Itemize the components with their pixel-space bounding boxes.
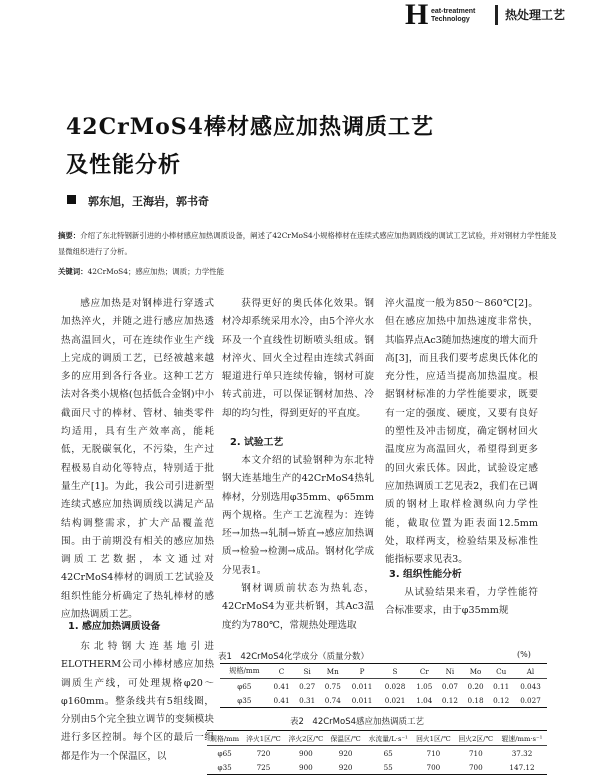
table1-cell: 1.05 [416,681,433,691]
section-heading-3: 3. 组织性能分析 [389,569,462,580]
journal-logo-letter: H [405,0,429,31]
article-title-line1: 42CrMoS4棒材感应加热调质工艺 [66,114,434,140]
table1-cell: 0.12 [493,695,510,705]
table1-cell: φ65 [237,681,252,691]
table1-cell: 0.043 [520,681,541,691]
table2-cell: 55 [383,762,393,772]
keywords-text: 42CrMoS4；感应加热；调质；力学性能 [87,267,225,276]
table1-cell: 0.18 [467,695,484,705]
table1-header-cell: Al [514,664,547,679]
table1-header-cell: Ni [437,664,463,679]
article-title-line2: 及性能分析 [66,152,182,178]
table2-cell: 710 [426,748,441,758]
abstract-text: 介绍了东北特钢新引进的小棒材感应加热调质设备，阐述了42CrMoS4小规格棒材在连续式感应加热调质线的调试工艺试验，并对钢材力学性能及显微组织进行了分析。 [58,231,557,256]
journal-logo-sub2: Technology [431,16,470,23]
paragraph-cooling: 获得更好的奥氏体化效果。钢材冷却系统采用水冷，由5个淬火水环及一个直线性切断喷头组成。钢材淬火、回火全过程由连续式斜面辊道进行单只连续传输，钢材可旋转式前进，可以保证钢材加热、冷却的均匀性，得到更好的平直度。 [222,298,374,419]
table1-header-cell: C [269,664,295,679]
body-column-3 [385,295,538,569]
table1-cell: 0.41 [273,681,290,691]
table2-cell: 700 [468,762,483,772]
table2-cell: 720 [256,748,271,758]
keywords-label: 关键词： [58,267,88,276]
abstract [58,228,558,260]
keywords [58,266,558,277]
table2-cell: 700 [426,762,441,772]
paragraph-test-steel: 本文介绍的试验钢种为东北特钢大连基地生产的42CrMoS4热轧棒材，分别选用φ35mm、φ65mm两个规格。生产工艺流程为：连铸坯→加热→轧制→矫直→感应加热调质→检验→检测→成品。钢材化学成分见表1。 [222,455,374,576]
table1-header-cell: 规格/mm [220,664,269,679]
table2-row [207,746,547,761]
table2-header-cell: 回火2区/℃ [455,731,497,746]
table1-cell: 0.75 [324,681,341,691]
table2-cell: 710 [468,748,483,758]
table1-cell: 0.011 [351,695,373,705]
header-divider [495,5,498,25]
paragraph-intro: 感应加热是对钢棒进行穿透式加热淬火，并随之进行感应加热透热高温回火，可在连续作业生产线上完成的调质工艺，已经被越来越多的应用到各行各业。这种工艺方法对各类小规格(包括低合金钢)中小截面尺寸的棒材、管材、轴类零件均适用，具有生产效率高，能耗低，无脱碳氧化，不污染，生产过程极易自动化等特点，特别适于批量生产[1]。为此，我公司引进新型连续式感应加热调质线以满足产品结构调整需求，扩大产品覆盖范围。由于前期没有相关的感应加热调质工艺数据，本文通过对42CrMoS4棒材的调质工艺试验及组织性能分析确定了热轧棒材的感应加热调质工艺。 [61,298,214,621]
table1-header-cell: P [346,664,379,679]
body-column-2 [222,295,374,423]
table1-cell: 0.011 [351,681,373,691]
section-heading-1: 1. 感应加热调质设备 [68,621,161,632]
paragraph-equipment: 东北特钢大连基地引进ELOTHERM公司小棒材感应加热调质生产线，可处理规格φ20～φ160mm。整条线共有5组线圈，分别由5个完全独立调节的变频模块进行多区控制。每个区的最后一组都是作为一个保温区，以 [61,641,214,762]
table1-row [220,693,547,708]
table1-cell: 0.31 [299,695,316,705]
table1-cell: 0.41 [273,695,290,705]
table2-cell: 147.12 [509,762,535,772]
table2-header-cell: 水流量/L·s⁻¹ [364,731,412,746]
section-heading-2: 2. 试验工艺 [230,437,284,448]
body-column-1b [61,638,214,766]
table1-cell: 1.04 [416,695,433,705]
table2-header-cell: 辊速/mm·s⁻¹ [497,731,547,746]
table2-cell: φ35 [217,762,232,772]
table1-header-cell: Cu [488,664,514,679]
table1-caption: 表1 42CrMoS4化学成分（质量分数） [218,652,369,662]
authors-marker [67,195,76,204]
table2-cell: 37.32 [511,748,533,758]
table2-process-parameters [207,730,547,775]
table1-cell: 0.028 [384,681,406,691]
paragraph-results: 从试验结果来看，力学性能符合标准要求，由于φ35mm规 [385,587,538,617]
paragraph-state: 钢材调质前状态为热轧态，42CrMoS4为亚共析钢，其Ac3温度约为780℃，常规热处理选取 [222,583,374,631]
table1-cell: 0.20 [467,681,484,691]
table1-cell: 0.021 [384,695,406,705]
authors: 郭东旭，王海岩，郭书奇 [88,195,209,208]
body-column-1 [61,295,214,624]
table1-header-cell: Si [294,664,320,679]
table2-cell: 65 [383,748,393,758]
table2-cell: 920 [338,748,353,758]
table2-cell: 900 [299,748,313,758]
body-column-3b [385,584,538,621]
table2-cell: 920 [338,762,353,772]
table1-header-cell: Cr [411,664,437,679]
table1-header-cell: Mo [463,664,489,679]
table2-cell: 900 [299,762,313,772]
table1-cell: 0.74 [324,695,341,705]
table2-header-cell: 淬火2区/℃ [285,731,327,746]
table1-chemical-composition [220,663,547,708]
table1-cell: 0.07 [441,681,458,691]
table1-cell: 0.11 [493,681,510,691]
paragraph-quench-temp: 淬火温度一般为850～860℃[2]。但在感应加热中加热速度非常快，其临界点Ac3随加热速度的增大而升高[3]，而且我们要考虑奥氏体化的充分性，应适当提高加热温度。根据钢材标准的力学性能要求，既要有一定的强度、硬度，又要有良好的塑性及冲击韧度，确定钢材回火温度应为高温回火，希望得到更多的回火索氏体。因此，试验设定感应加热调质工艺见表2，我们在已调质的钢材上取样检测纵向力学性能，截取位置为距表面12.5mm处，取样两支，检验结果及标准性能指标要求见表3。 [385,298,538,566]
table1-header-cell: S [379,664,412,679]
table2-caption: 表2 42CrMoS4感应加热调质工艺 [290,717,424,727]
journal-logo-sub1: eat-treatment [431,8,476,15]
section-title: 热处理工艺 [505,8,566,22]
table2-cell: φ65 [217,748,232,758]
table2-header-cell: 规格/mm [207,731,242,746]
table1-header-cell: Mn [320,664,346,679]
table1-cell: 0.27 [299,681,316,691]
table1-cell: 0.12 [441,695,458,705]
table2-cell: 725 [256,762,271,772]
table2-row [207,760,547,775]
abstract-label: 摘要： [58,231,81,240]
table1-unit-note: (%) [517,650,531,659]
table2-header-cell: 保温区/℃ [327,731,364,746]
table2-header-cell: 淬火1区/℃ [242,731,284,746]
table2-header-cell: 回火1区/℃ [412,731,454,746]
table1-cell: φ35 [237,695,252,705]
table1-row [220,679,547,694]
body-column-2b [222,452,374,635]
table1-cell: 0.027 [520,695,541,705]
